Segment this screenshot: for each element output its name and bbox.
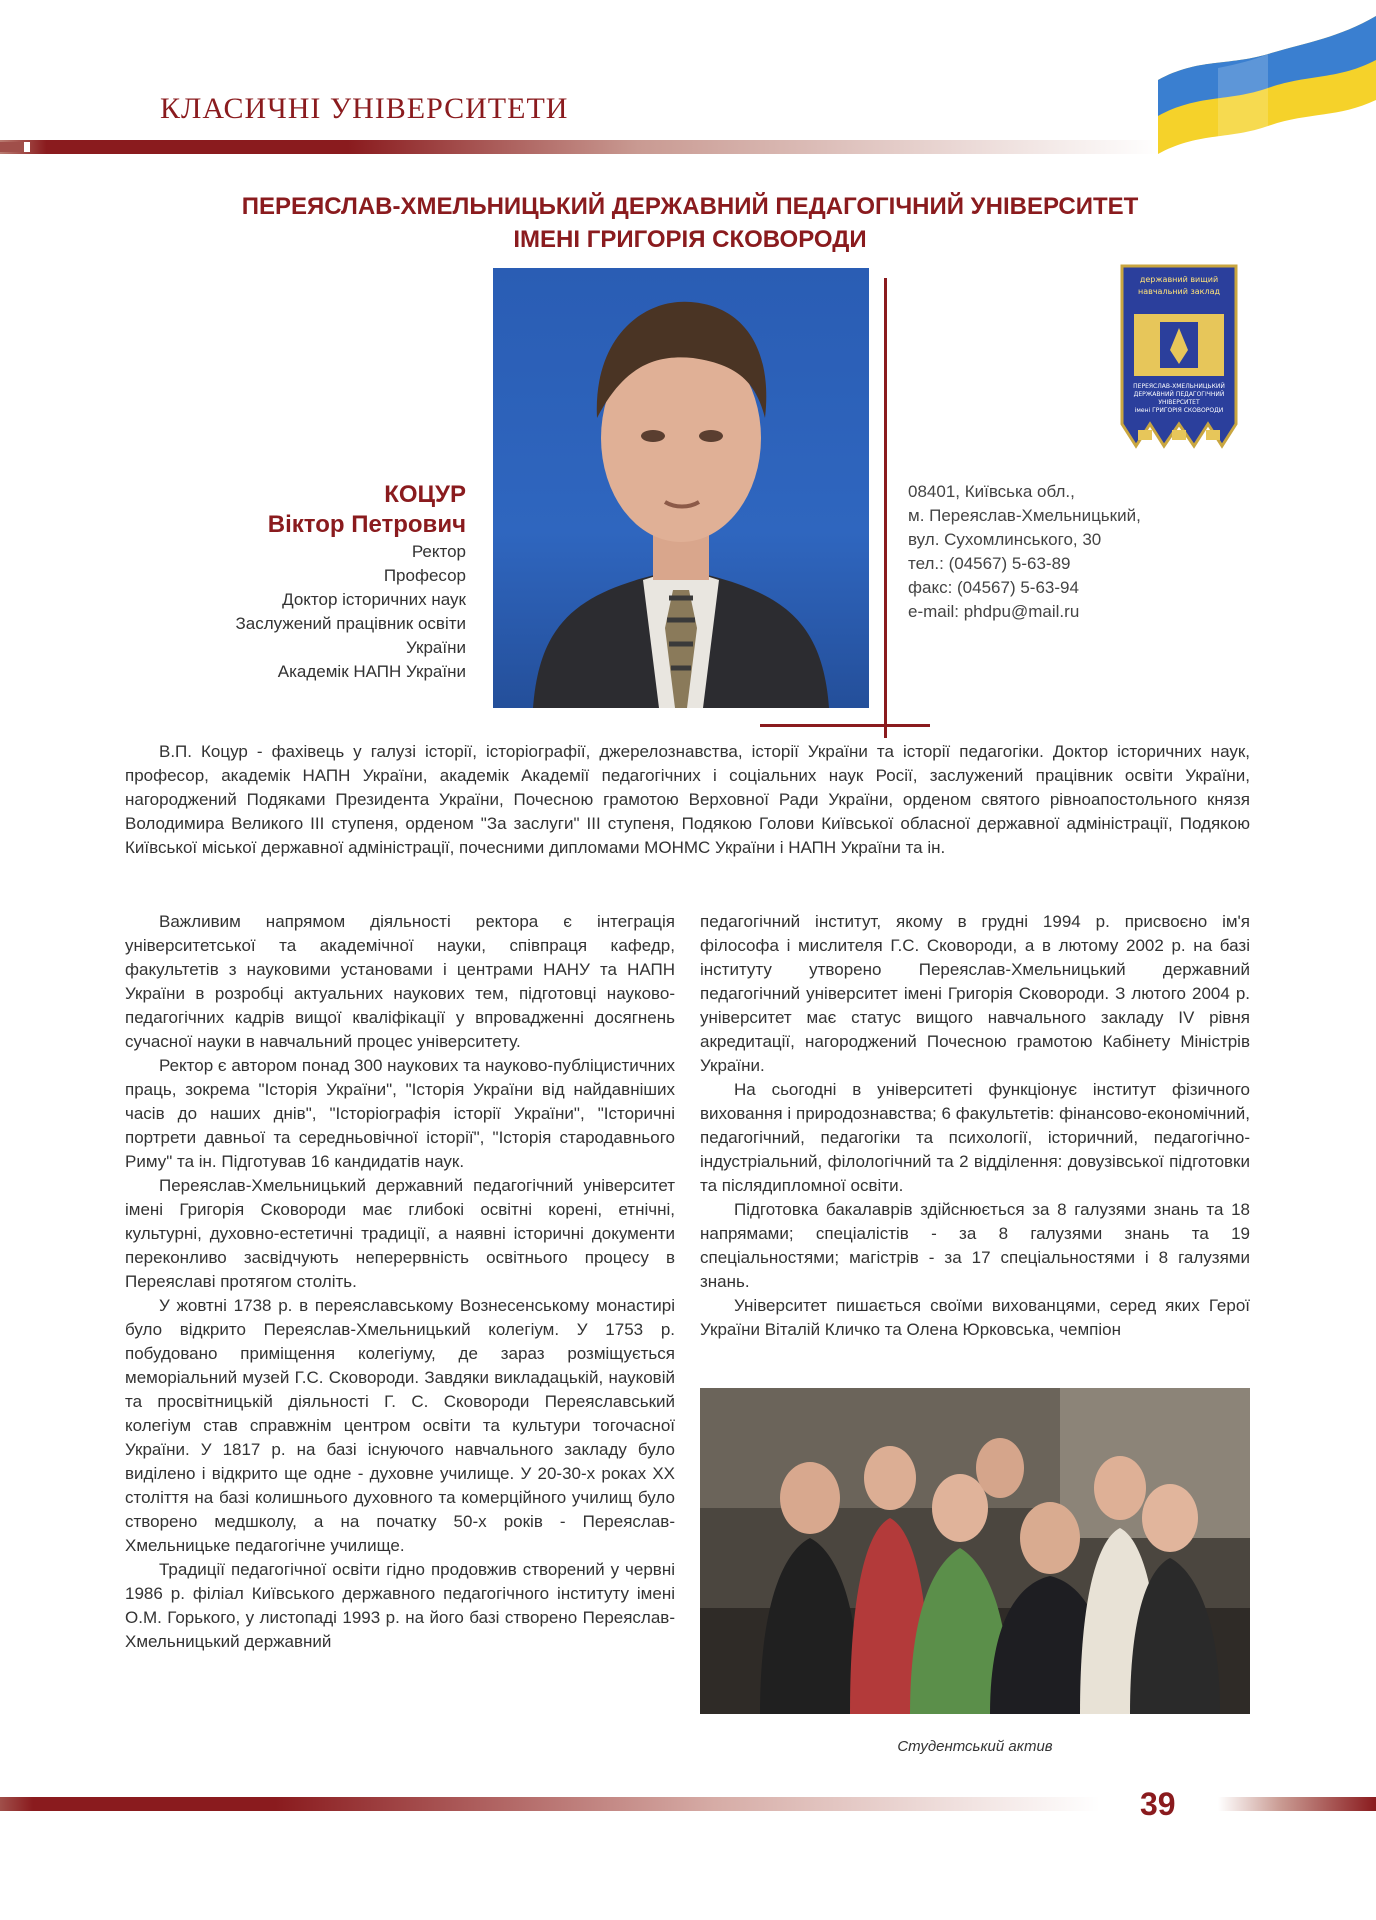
decorative-cross-horizontal — [760, 724, 930, 727]
rector-title: Заслужений працівник освіти — [235, 614, 466, 633]
contact-block — [908, 480, 1188, 624]
banner-text-2: навчальний заклад — [1137, 287, 1221, 296]
article-headline — [150, 190, 1230, 256]
decorative-cross-vertical — [884, 278, 887, 738]
contact-line: м. Переяслав-Хмельницький, — [908, 506, 1141, 525]
intro-paragraph — [125, 740, 1250, 860]
ukraine-flag-icon — [1158, 8, 1376, 168]
paragraph: Традиції педагогічної освіти гідно продовжив створений у червні 1986 р. філіал Київського державного педагогічного інституту імені О.М. Горького, у листопаді 1993 р. на його базі створено Переяслав-Хмельницький державний — [125, 1560, 675, 1651]
rector-portrait — [493, 268, 869, 708]
banner-text-4: ДЕРЖАВНИЙ ПЕДАГОГІЧНИЙ — [1133, 391, 1225, 398]
portrait-figure — [493, 268, 869, 708]
rector-given-names: Віктор Петрович — [267, 511, 466, 538]
group-photo-figure — [700, 1388, 1250, 1714]
headline-line-2: ІМЕНІ ГРИГОРІЯ СКОВОРОДИ — [513, 226, 867, 253]
paragraph: Ректор є автором понад 300 наукових та науково-публіцистичних праць, зокрема "Історія України", "Історія України від найдавніших часів до наших днів", "Історіографія історії України", "Історичні портрети давньої та середньовічної історії", "Історія стародавнього Риму" та ін. Підготував 16 кандидатів наук. — [125, 1056, 675, 1171]
rector-title: Професор — [383, 566, 466, 585]
paragraph: Підготовка бакалаврів здійснюється за 8 галузями знань та 18 напрямами; спеціалістів - за 8 галузями знань та 19 спеціальностями; магістрів - за 17 спеціальностями і 8 галузями знань. — [700, 1200, 1250, 1291]
rector-title: Академік НАПН України — [277, 662, 466, 681]
paragraph: Університет пишається своїми вихованцями, серед яких Герої України Віталій Кличко та Олена Юрковська, чемпіон — [700, 1296, 1250, 1339]
banner-text-1: державний вищий — [1139, 275, 1219, 284]
student-group-photo — [700, 1388, 1250, 1714]
contact-fax: факс: (04567) 5-63-94 — [908, 578, 1079, 597]
paragraph: педагогічний інститут, якому в грудні 1994 р. присвоєно ім'я філософа і мислителя Г.С. Сковороди, а в лютому 2002 р. на базі інституту утворено Переяслав-Хмельницький державний педагогічний університет імені Григорія Сковороди. З лютого 2004 р. університет має статус вищого навчального закладу IV рівня акредитації, нагороджений Почесною грамотою Кабінету Міністрів України. — [700, 912, 1250, 1075]
contact-line: 08401, Київська обл., — [908, 482, 1075, 501]
rector-title: Доктор історичних наук — [282, 590, 466, 609]
right-column — [700, 910, 1250, 1342]
section-title: КЛАСИЧНІ УНІВЕРСИТЕТИ — [160, 92, 569, 125]
header-rule — [0, 140, 1160, 154]
rector-info — [160, 480, 466, 684]
contact-email: e-mail: phdpu@mail.ru — [908, 602, 1080, 621]
footer-rule-right — [1218, 1797, 1376, 1811]
banner-text-6: імені ГРИГОРІЯ СКОВОРОДИ — [1134, 407, 1224, 414]
footer-rule — [0, 1797, 1100, 1811]
contact-line: вул. Сухомлинського, 30 — [908, 530, 1102, 549]
university-banner-icon — [1120, 264, 1238, 454]
paragraph: У жовтні 1738 р. в переяславському Вознесенському монастирі було відкрито Переяслав-Хмельницький колегіум. У 1753 р. побудовано приміщення колегіуму, де зараз розміщується меморіальний музей Г.С. Сковороди. Завдяки викладацькій, науковій та просвітницькій діяльності Г. С. Сковороди Переяславський колегіум став справжнім центром освіти та культури тогочасної України. У 1817 р. на базі існуючого навчального закладу було виділено і відкрито ще одне - духовне училище. У 20-30-х роках ХХ століття на базі колишнього духовного та комерційного училищ було створено медшколу, а на початку 50-х років - Переяслав-Хмельницьке педагогічне училище. — [125, 1296, 675, 1555]
left-column — [125, 910, 675, 1654]
banner-text-5: УНІВЕРСИТЕТ — [1158, 399, 1200, 406]
header-rule-stub — [0, 142, 24, 152]
page-number: 39 — [1140, 1786, 1176, 1822]
banner-text-3: ПЕРЕЯСЛАВ-ХМЕЛЬНИЦЬКИЙ — [1133, 383, 1225, 390]
contact-phone: тел.: (04567) 5-63-89 — [908, 554, 1071, 573]
photo-caption: Студентський актив — [897, 1738, 1053, 1755]
paragraph: Переяслав-Хмельницький державний педагогічний університет імені Григорія Сковороди має глибокі освітні корені, етнічні, культурні, духовно-естетичні традиції, а наявні історичні документи переконливо засвідчують неперервність освітнього процесу в Переяславі протягом століть. — [125, 1176, 675, 1291]
rector-surname: КОЦУР — [384, 481, 466, 508]
intro-text: В.П. Коцур - фахівець у галузі історії, історіографії, джерелознавства, історії України та історії педагогіки. Доктор історичних наук, професор, академік НАПН України, академік Академії педагогічних і соціальних наук Росії, заслужений працівник освіти України, нагороджений Подяками Президента України, Почесною грамотою Верховної Ради України, орденом святого рівноапостольного князя Володимира Великого III ступеня, орденом "За заслуги" III ступеня, Подякою Голови Київської обласної державної адміністрації, Подякою Київської міської державної адміністрації, почесними дипломами МОНМС України і НАПН України та ін. — [125, 742, 1250, 857]
rector-title: України — [406, 638, 466, 657]
rector-title: Ректор — [411, 542, 466, 561]
paragraph: На сьогодні в університеті функціонує інститут фізичного виховання і природознавства; 6 факультетів: фінансово-економічний, педагогічний, педагогіки та психології, історичний, педагогічно-індустріальний, філологічний та 2 відділення: довузівської підготовки та післядипломної освіти. — [700, 1080, 1250, 1195]
headline-line-1: ПЕРЕЯСЛАВ-ХМЕЛЬНИЦЬКИЙ ДЕРЖАВНИЙ ПЕДАГОГІЧНИЙ УНІВЕРСИТЕТ — [241, 193, 1139, 220]
paragraph: Важливим напрямом діяльності ректора є інтеграція університетської та академічної науки, співпраця кафедр, факультетів з науковими установами і центрами НАНУ та НАПН України в розробці актуальних наукових тем, підготовці науково-педагогічних кадрів вищої кваліфікації у впровадженні досягнень сучасної науки в навчальний процес університету. — [125, 912, 675, 1051]
